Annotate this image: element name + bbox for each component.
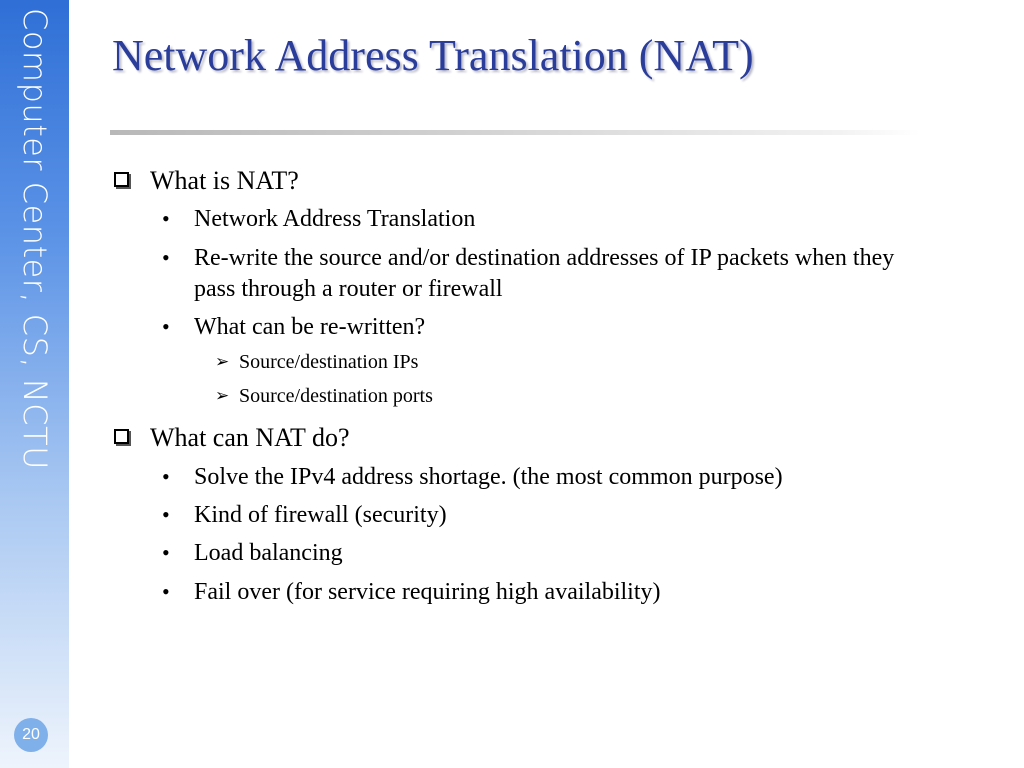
bullet-item: Fail over (for service requiring high availability) bbox=[194, 579, 661, 605]
bullet-item: Solve the IPv4 address shortage. (the most common purpose) bbox=[194, 464, 783, 490]
section-heading-what-is-nat: What is NAT? bbox=[150, 166, 299, 195]
arrowhead-icon: ➢ bbox=[215, 352, 230, 371]
bullet-item: Re-write the source and/or destination addresses of IP packets when they bbox=[194, 245, 895, 271]
slide-title: Network Address Translation (NAT) bbox=[112, 31, 754, 80]
hollow-square-icon bbox=[114, 429, 129, 444]
bullet-item: Load balancing bbox=[194, 540, 343, 566]
dot-icon: • bbox=[162, 206, 170, 231]
sidebar-org-label: Computer Center, CS, NCTU bbox=[16, 8, 54, 471]
bullet-item: Kind of firewall (security) bbox=[194, 502, 447, 528]
dot-icon: • bbox=[162, 314, 170, 339]
bullet-item-continuation: pass through a router or firewall bbox=[194, 276, 503, 302]
arrowhead-icon: ➢ bbox=[215, 386, 230, 405]
section-heading-what-can-nat-do: What can NAT do? bbox=[150, 423, 350, 452]
hollow-square-icon bbox=[114, 172, 129, 187]
dot-icon: • bbox=[162, 540, 170, 565]
sub-bullet-item: Source/destination IPs bbox=[239, 351, 419, 373]
dot-icon: • bbox=[162, 579, 170, 604]
sub-bullet-item: Source/destination ports bbox=[239, 385, 433, 407]
dot-icon: • bbox=[162, 502, 170, 527]
bullet-item: What can be re-written? bbox=[194, 314, 426, 340]
dot-icon: • bbox=[162, 245, 170, 270]
page-number-badge: 20 bbox=[14, 718, 48, 752]
dot-icon: • bbox=[162, 464, 170, 489]
bullet-item: Network Address Translation bbox=[194, 206, 476, 232]
